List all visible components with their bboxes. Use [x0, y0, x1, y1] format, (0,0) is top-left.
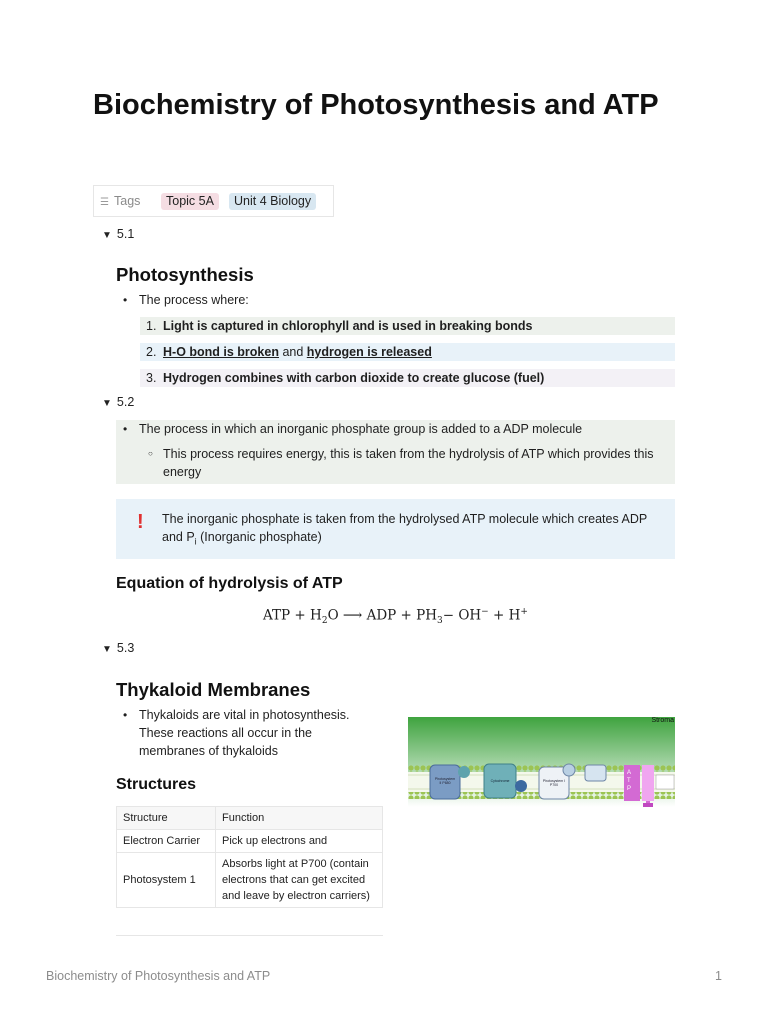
equation: ATP + $H_2O$ ⟶ ADP + $PH_3- OH^- + H^+$	[263, 607, 528, 627]
table-header-row	[117, 807, 383, 830]
table-cell: Photosystem 1	[117, 853, 216, 908]
heading-structures: Structures	[116, 776, 197, 793]
sub-bullet-energy: ○ This process requires energy, this is taken from the hydrolysis of ATP which provides this energy	[163, 445, 675, 481]
table-header: Function	[216, 807, 383, 830]
toggle-5-3[interactable]: ▼ 5.3	[102, 641, 135, 655]
table-header: Structure	[117, 807, 216, 830]
list-item: 2. H-O bond is broken and hydrogen is released	[140, 343, 675, 361]
triangle-down-icon: ▼	[102, 230, 112, 241]
table-cell: Pick up electrons and	[216, 830, 383, 853]
tag-topic[interactable]: Topic 5A	[161, 193, 219, 210]
bullet-thykaloid: • Thykaloids are vital in photosynthesis. These reactions all occur in the membranes of thykaloids	[139, 706, 374, 760]
list-icon: ☰	[100, 197, 109, 208]
table-row	[117, 830, 383, 853]
exclamation-icon: !	[137, 511, 144, 533]
toggle-5-2[interactable]: ▼ 5.2	[102, 395, 135, 409]
table-cell: Electron Carrier	[117, 830, 216, 853]
structures-table	[116, 806, 383, 908]
tags-label: ☰ Tags	[100, 194, 141, 208]
tags-property	[93, 185, 334, 217]
page-title: Biochemistry of Photosynthesis and ATP	[93, 89, 659, 121]
tag-unit[interactable]: Unit 4 Biology	[229, 193, 316, 210]
atp-synthase-label: A T P	[627, 770, 632, 792]
bullet-process: • The process where:	[139, 291, 249, 309]
heading-photosynthesis: Photosynthesis	[116, 264, 254, 285]
photosystem-2-label: Photosystem II P680	[434, 777, 456, 785]
callout-text: The inorganic phosphate is taken from the hydrolysed ATP molecule which creates ADP and $P_i$ (Inorganic phosphate)	[162, 512, 647, 547]
bullet-phosphorylation: • The process in which an inorganic phosphate group is added to a ADP molecule	[139, 420, 674, 438]
page-number: 1	[715, 969, 722, 983]
list-item: 3. Hydrogen combines with carbon dioxide to create glucose (fuel)	[140, 369, 675, 387]
toggle-5-1[interactable]: ▼ 5.1	[102, 227, 135, 241]
stroma-label: Stroma	[651, 717, 674, 724]
cytochrome-label: Cytochrome	[490, 779, 510, 783]
triangle-down-icon: ▼	[102, 644, 112, 655]
heading-equation: Equation of hydrolysis of ATP	[116, 575, 343, 592]
callout-box	[116, 499, 675, 559]
thylakoid-diagram	[408, 717, 675, 807]
footer-title: Biochemistry of Photosynthesis and ATP	[46, 969, 271, 983]
list-item: 1. Light is captured in chlorophyll and is used in breaking bonds	[140, 317, 675, 335]
heading-thykaloid: Thykaloid Membranes	[116, 679, 311, 700]
photosystem-1-label: Photosystem I P700	[542, 779, 566, 787]
table-cell: Absorbs light at P700 (contain electrons that can get excited and leave by electron carriers)	[216, 853, 383, 908]
triangle-down-icon: ▼	[102, 398, 112, 409]
divider	[116, 935, 383, 936]
table-row	[117, 853, 383, 908]
